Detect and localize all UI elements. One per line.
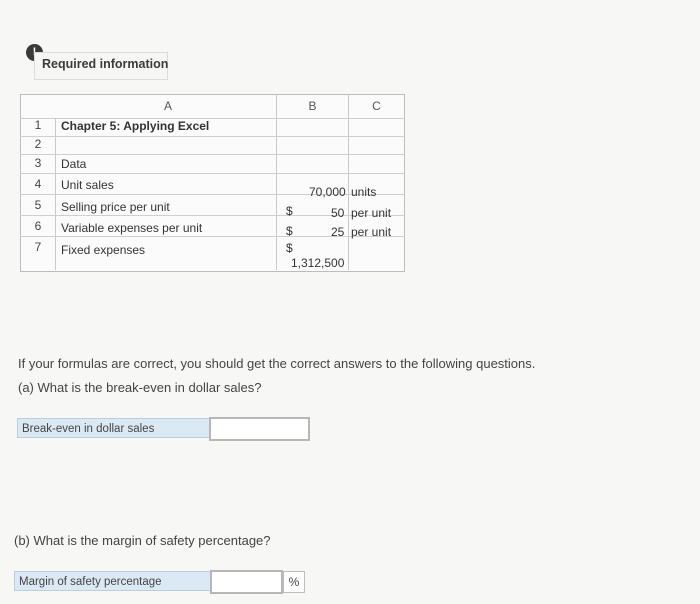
cell-a4: Unit sales bbox=[61, 178, 114, 192]
column-header-b: B bbox=[308, 99, 317, 113]
cell-c5: per unit bbox=[351, 206, 392, 220]
grid-line bbox=[20, 236, 405, 237]
grid-line bbox=[20, 215, 405, 216]
question-a-prompt: (a) What is the break-even in dollar sales? bbox=[18, 380, 262, 395]
grid-line bbox=[20, 173, 405, 174]
row-number: 1 bbox=[34, 118, 42, 132]
break-even-label: Break-even in dollar sales bbox=[17, 418, 210, 438]
grid-line bbox=[276, 94, 277, 270]
grid-line bbox=[20, 194, 405, 195]
currency-symbol: $ bbox=[286, 224, 293, 238]
grid-line bbox=[20, 154, 405, 155]
cell-c6: per unit bbox=[351, 225, 392, 239]
cell-a3: Data bbox=[61, 157, 87, 171]
cell-b6: 25 bbox=[331, 225, 345, 239]
margin-of-safety-input[interactable] bbox=[210, 570, 283, 594]
cell-b7: 1,312,500 bbox=[291, 256, 345, 270]
row-number: 3 bbox=[34, 156, 42, 170]
row-number: 4 bbox=[34, 177, 42, 191]
cell-c4: units bbox=[351, 185, 377, 199]
currency-symbol: $ bbox=[286, 241, 293, 255]
column-header-a: A bbox=[163, 99, 172, 113]
row-number: 6 bbox=[34, 219, 42, 233]
percent-unit: % bbox=[283, 571, 305, 593]
cell-a5: Selling price per unit bbox=[61, 200, 170, 214]
grid-line bbox=[20, 136, 405, 137]
row-number: 5 bbox=[34, 198, 42, 212]
grid-line bbox=[348, 94, 349, 270]
cell-b4: 70,000 bbox=[309, 185, 346, 199]
row-number: 7 bbox=[34, 240, 42, 254]
required-info-title: Required information bbox=[42, 57, 169, 71]
margin-of-safety-label: Margin of safety percentage bbox=[14, 571, 211, 591]
instructions-text: If your formulas are correct, you should get the correct answers to the following questions. bbox=[18, 356, 536, 371]
break-even-input[interactable] bbox=[209, 417, 310, 441]
currency-symbol: $ bbox=[286, 204, 293, 218]
cell-a7: Fixed expenses bbox=[61, 243, 146, 257]
cell-b5: 50 bbox=[331, 206, 345, 220]
cell-a6: Variable expenses per unit bbox=[61, 221, 203, 235]
row-number: 2 bbox=[34, 137, 42, 151]
question-b-prompt: (b) What is the margin of safety percentage? bbox=[14, 533, 271, 548]
cell-a1: Chapter 5: Applying Excel bbox=[61, 119, 210, 133]
column-header-c: C bbox=[372, 99, 381, 113]
